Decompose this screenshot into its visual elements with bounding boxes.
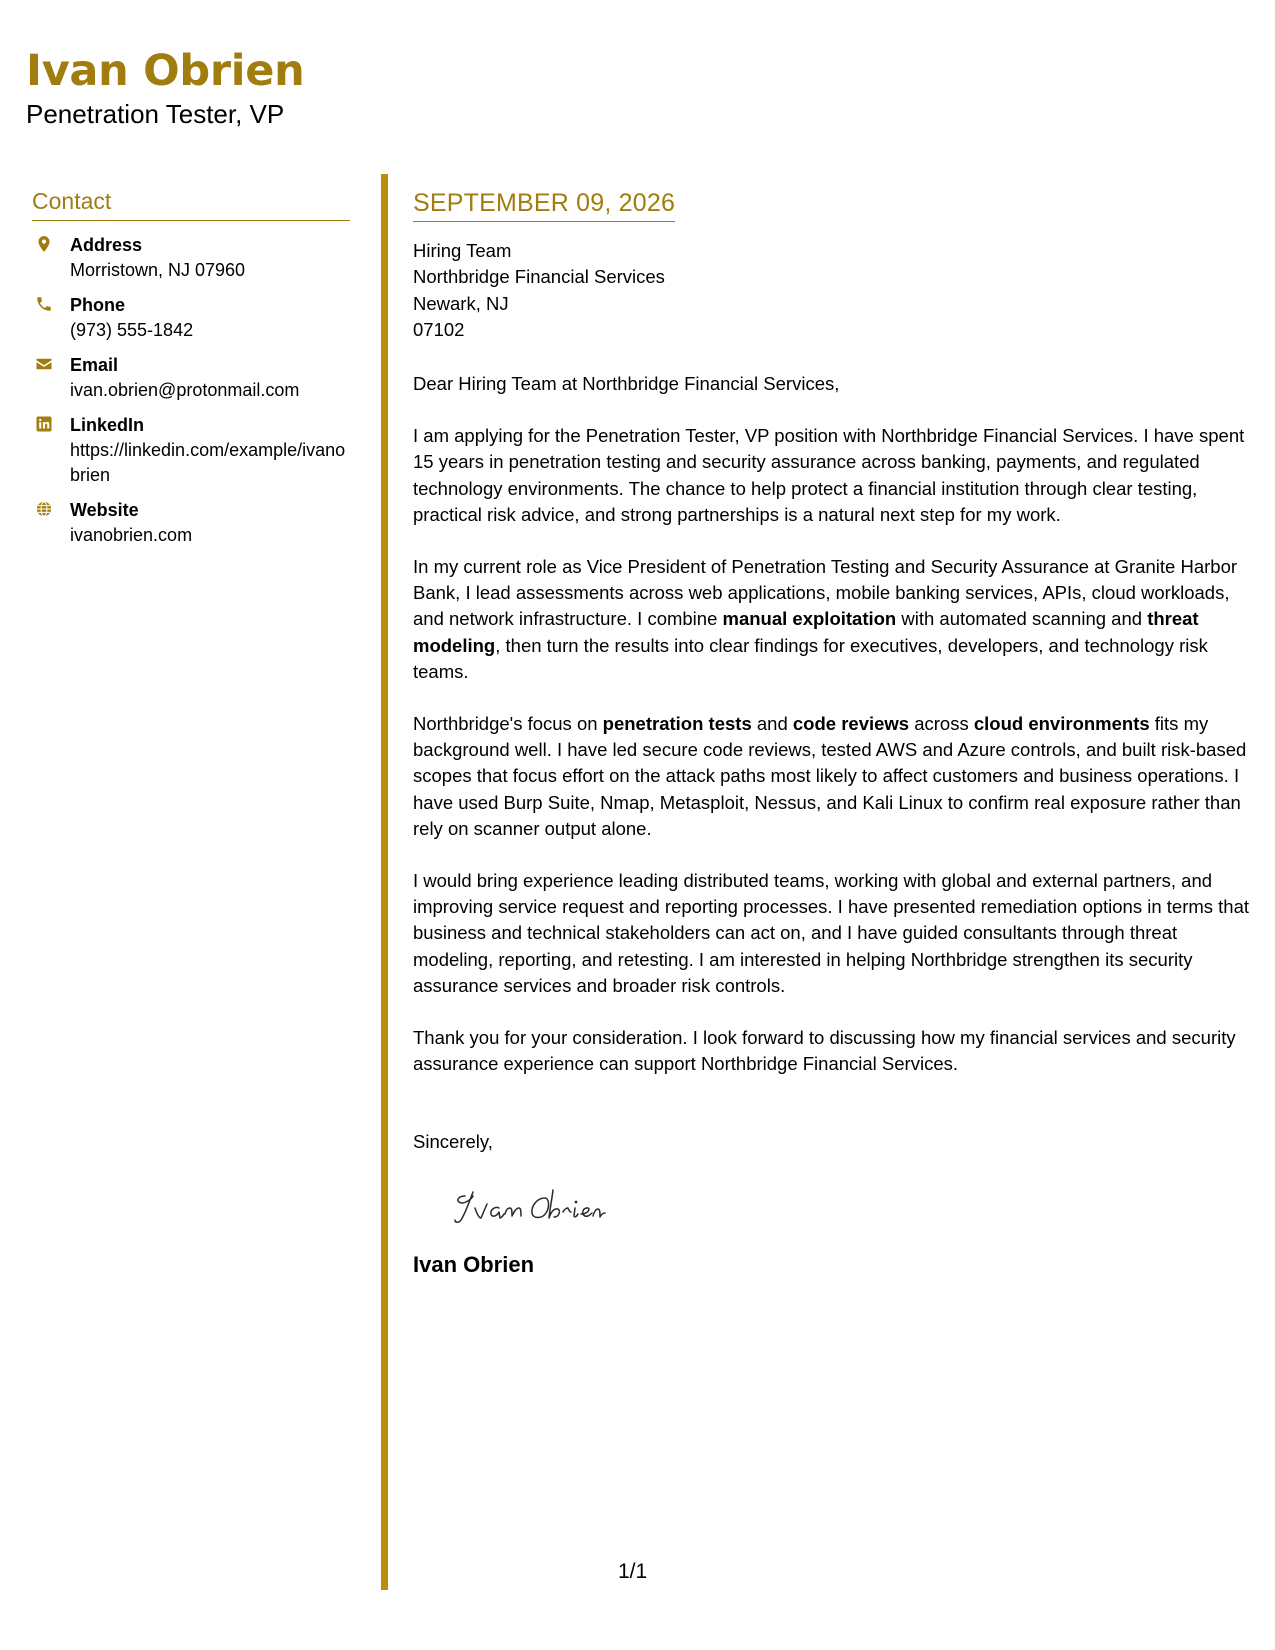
body-paragraph (413, 554, 1251, 685)
contact-label: Email (70, 355, 119, 375)
contact-list (32, 233, 350, 548)
contact-item-linkedin (32, 413, 350, 488)
emphasis-text: penetration tests (602, 713, 752, 735)
website-link[interactable]: ivanobrien.com (70, 525, 193, 545)
page-number: 1/1 (618, 1560, 648, 1583)
globe-icon (35, 500, 53, 518)
salutation: Dear Hiring Team at Northbridge Financial Services, (413, 373, 840, 395)
body-paragraph (413, 868, 1251, 999)
emphasis-text: threat modeling (413, 608, 1199, 656)
body-paragraph (413, 1025, 1251, 1077)
contact-item-website (32, 498, 350, 548)
paragraph-text: across (909, 713, 974, 735)
paragraph-text: Northbridge's focus on (413, 713, 603, 735)
paragraph-text: Thank you for your consideration. I look forward to discussing how my financial services and security assurance experience can support Northbridge Financial Services. (413, 1027, 1236, 1075)
letter-date: SEPTEMBER 09, 2026 (413, 190, 675, 222)
phone-icon (35, 295, 53, 313)
linkedin-icon (35, 415, 53, 433)
paragraph-text: In my current role as Vice President of Penetration Testing and Security Assurance at Granite Harbor Bank, I lead assessments across web applications, mobile banking services, APIs, cloud workloads, and network infrastructure. I combine (413, 556, 1238, 630)
paragraph-text: with automated scanning and (896, 608, 1148, 630)
envelope-icon (35, 355, 53, 373)
candidate-name: Ivan Obrien (26, 46, 305, 96)
contact-item-phone (32, 293, 350, 343)
email-link[interactable]: ivan.obrien@protonmail.com (70, 380, 300, 400)
paragraph-text: I am applying for the Penetration Tester, VP position with Northbridge Financial Services. I have spent 15 years in penetration testing and security assurance across banking, payments, and regulated technology environments. The chance to help protect a financial institution through clear testing, practical risk advice, and strong partnerships is a natural next step for my work. (413, 425, 1245, 525)
paragraph-text: I would bring experience leading distributed teams, working with global and external partners, and improving service request and reporting processes. I have presented remediation options in terms that business and technical stakeholders can act on, and I have guided consultants through threat modeling, reporting, and retesting. I am interested in helping Northbridge strengthen its security assurance services and broader risk controls. (413, 870, 1250, 996)
phone-value: (973) 555-1842 (70, 320, 194, 340)
job-title: Penetration Tester, VP (26, 99, 285, 129)
column-divider (381, 174, 388, 1590)
recipient-line: Northbridge Financial Services (413, 266, 665, 288)
emphasis-text: manual exploitation (722, 608, 897, 630)
contact-heading: Contact (32, 188, 350, 221)
body-paragraph (413, 423, 1251, 528)
contact-label: Phone (70, 295, 126, 315)
paragraph-text: and (751, 713, 793, 735)
contact-sidebar (32, 188, 350, 558)
paragraph-text: , then turn the results into clear findings for executives, developers, and technology risk teams. (413, 634, 1208, 682)
linkedin-link[interactable]: https://linkedin.com/example/ivanobrien (70, 440, 346, 485)
recipient-line: Hiring Team (413, 240, 512, 262)
map-pin-icon (35, 235, 53, 253)
contact-item-email (32, 353, 350, 403)
recipient-line: Newark, NJ (413, 292, 509, 314)
emphasis-text: code reviews (792, 713, 910, 735)
address-value: Morristown, NJ 07960 (70, 260, 246, 280)
emphasis-text: cloud environments (973, 713, 1150, 735)
cover-letter (413, 190, 1251, 1278)
paragraph-text: fits my background well. I have led secure code reviews, tested AWS and Azure controls, and built risk-based scopes that focus effort on the attack paths most likely to affect customers and business operations. I have used Burp Suite, Nmap, Metasploit, Nessus, and Kali Linux to confirm real exposure rather than rely on scanner output alone. (413, 713, 1247, 839)
signature-image (447, 1182, 647, 1232)
signer-name: Ivan Obrien (413, 1251, 535, 1277)
contact-label: Address (70, 235, 143, 255)
recipient-line: 07102 (413, 318, 465, 340)
contact-item-address (32, 233, 350, 283)
closing: Sincerely, (413, 1131, 493, 1153)
contact-label: Website (70, 500, 139, 520)
contact-label: LinkedIn (70, 415, 145, 435)
body-paragraph (413, 711, 1251, 842)
recipient-block (413, 238, 1251, 343)
